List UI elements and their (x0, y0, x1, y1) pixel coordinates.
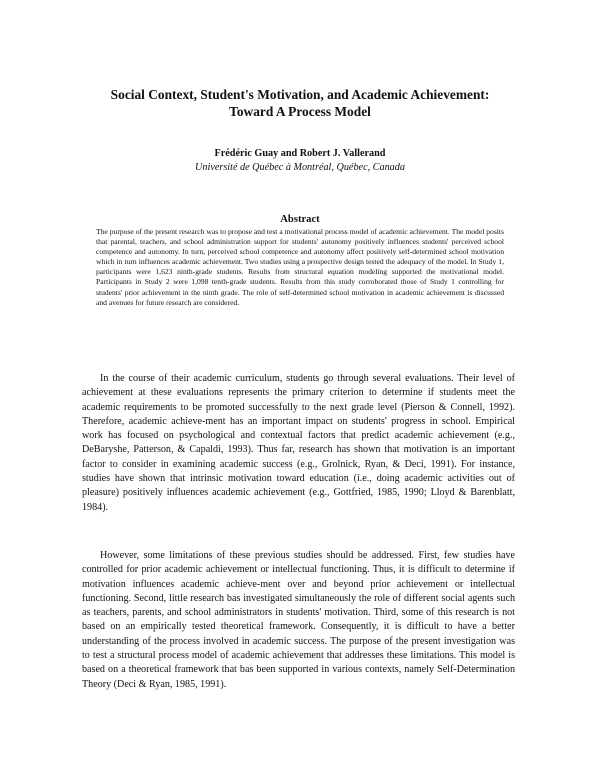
paragraph-1-text: In the course of their academic curriculum, students go through several evaluations. Their level of achievement at these evaluations represents the primary criterion to determine if students meet the academic requirements to be promoted successfully to the next grade level (Pierson & Connell, 1992). Therefore, academic achieve-ment has an important impact on students' progress in school. Empirical work has focused on psychological and contextual factors that predict academic achievement (e.g., DeBaryshe, Patterson, & Capaldi, 1993). Thus far, research has shown that motivation is an important factor to consider in examining academic success (e.g., Grolnick, Ryan, & Deci, 1991). For instance, studies have shown that intrinsic motivation toward education (i.e., doing academic activities out of pleasure) positively influences academic achievement (e.g., Gottfried, 1985, 1990; Lloyd & Barenblatt, 1984). (82, 373, 515, 513)
author-names: Frédéric Guay and Robert J. Vallerand (214, 148, 386, 159)
title-line-1: Social Context, Student's Motivation, and Academic Achievement: (110, 87, 490, 102)
abstract-text: The purpose of the present research was to propose and test a motivational process model of academic achievement. The model posits that parental, teachers, and school administration support for students' autonomy positively influences students' perceived school competence and autonomy. In turn, perceived school competence and autonomy affect positively self-determined school motivation which in turn influences academic achievement. Two studies using a prospective design tested the adequacy of the model. In Study 1, participants were 1,623 ninth-grade students. Results from structural equation modeling supported the motivational model. Participants in Study 2 were 1,098 tenth-grade students. Results from this study corroborated those of Study 1 controlling for students' prior achievement in the ninth grade. The role of self-determined school motivation in academic achievement is discussed and avenues for future research are considered. (96, 227, 504, 307)
body-paragraph-2 (82, 549, 515, 692)
paragraph-2-text: However, some limitations of these previous studies should be addressed. First, few studies have controlled for prior academic achievement or intellectual functioning. Thus, it is difficult to determine if motivation influences academic achieve-ment over and beyond prior achievement or intellectual functioning. Second, little research bas investigated simultaneously the role of different social agents such as teachers, parents, and school administrators in students' motivation. Third, some of this research is not based on an empirically tested theoretical framework. Consequently, it is difficult to have a better understanding of the process involved in academic success. The purpose of the present investigation was to test a structural process model of academic achievement that addresses these limitations. This model is based on a theoretical framework that bas been supported in various contexts, namely Self-Determination Theory (Deci & Ryan, 1985, 1991). (82, 550, 515, 690)
author-affiliation: Université de Québec à Montréal, Québec, Canada (195, 162, 405, 173)
body-paragraph-1 (82, 372, 515, 515)
abstract-heading: Abstract (280, 214, 320, 225)
title-line-2: Toward A Process Model (229, 104, 371, 119)
paper-title (60, 86, 540, 120)
